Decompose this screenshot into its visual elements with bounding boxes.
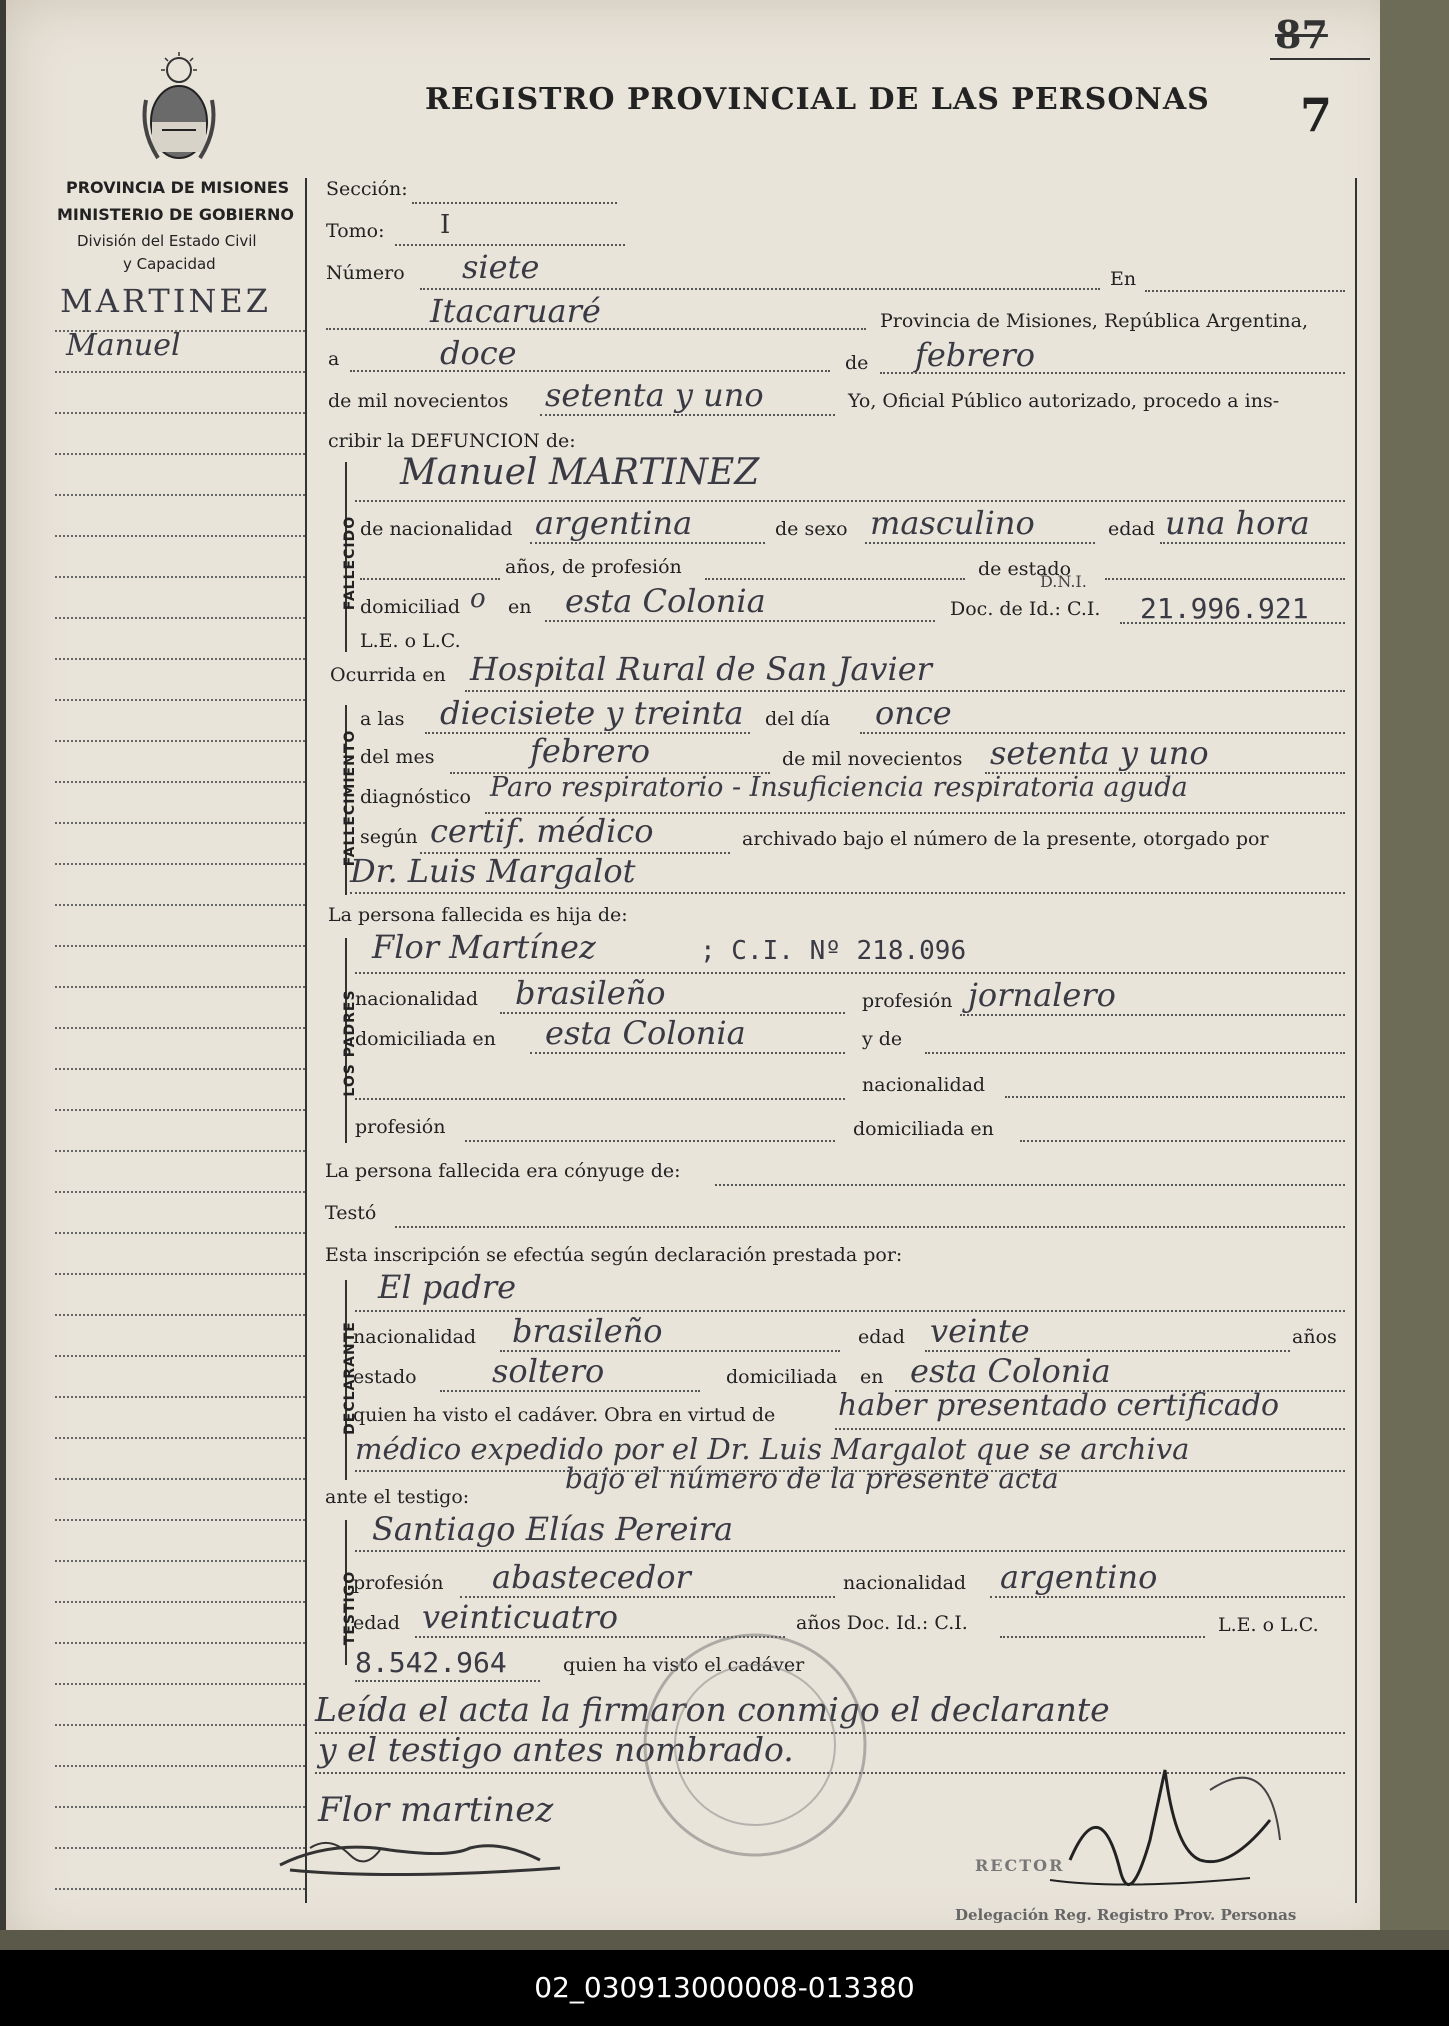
fallecimiento-section-label: FALLECIMIENTO	[342, 729, 358, 867]
intro-text: Yo, Oficial Público autorizado, procedo a ins-	[848, 390, 1280, 412]
sidebar-rule-line	[55, 1478, 305, 1480]
padre-domicilio-value: esta Colonia	[545, 1014, 746, 1052]
sidebar-rule-line	[55, 740, 305, 742]
y-de-label: y de	[862, 1028, 903, 1050]
sidebar-division: División del Estado Civil	[77, 232, 257, 250]
testigo-name-line	[355, 1550, 1345, 1552]
tomo-line	[395, 244, 625, 246]
le-label: L.E. o L.C.	[360, 630, 461, 652]
page-bottom-edge	[0, 1930, 1449, 1950]
madre-profesion-label: profesión	[355, 1116, 446, 1138]
madre-nacionalidad-label: nacionalidad	[862, 1074, 986, 1096]
fallecido-section-label: FALLECIDO	[342, 515, 358, 611]
doc-line	[1120, 622, 1345, 624]
padre-name: Flor Martínez	[372, 928, 596, 966]
declarante-anos-label: años	[1292, 1326, 1337, 1348]
stamp-top-text: RECTOR	[975, 1856, 1065, 1875]
edad-label: edad	[1108, 518, 1155, 540]
domicilio-suffix: o	[470, 584, 486, 614]
madre-profesion-line	[465, 1140, 835, 1142]
ocurrida-label: Ocurrida en	[330, 664, 446, 686]
padre-ci: ; C.I. Nº 218.096	[700, 936, 967, 966]
sidebar-rule-line	[55, 1519, 305, 1521]
declarante-edad-value: veinte	[930, 1312, 1030, 1350]
numero-value: siete	[462, 248, 540, 286]
month-line	[880, 372, 1345, 374]
padres-section-label: LOS PADRES	[342, 989, 358, 1097]
year-line	[540, 414, 835, 416]
domicilio-line	[545, 620, 935, 622]
intro-text-2: cribir la DEFUNCION de:	[328, 430, 576, 452]
testigo-doc-value: 8.542.964	[355, 1646, 507, 1679]
sidebar-rule-line	[55, 1683, 305, 1685]
tomo-value: I	[440, 210, 451, 240]
declarante-estado-label: estado	[353, 1366, 417, 1388]
footer-id: 02_030913000008-013380	[0, 1950, 1449, 2026]
nacionalidad-label: de nacionalidad	[360, 518, 513, 540]
declarante-edad-label: edad	[858, 1326, 905, 1348]
testigo-edad-label: edad	[353, 1612, 400, 1634]
nacionalidad-line	[530, 542, 765, 544]
ocurrida-line	[465, 690, 1345, 692]
ocurrida-value: Hospital Rural de San Javier	[470, 650, 932, 688]
sidebar-rule-line	[55, 1847, 305, 1849]
sidebar-rule-line	[55, 412, 305, 414]
padre-profesion-line	[960, 1014, 1345, 1016]
declarante-obra-1: haber presentado certificado	[838, 1388, 1280, 1423]
testigo-doc-line	[355, 1680, 540, 1682]
testigo-name: Santiago Elías Pereira	[372, 1510, 734, 1548]
domicilio-value: esta Colonia	[565, 582, 766, 620]
segun-label: según	[360, 826, 418, 848]
padre-domiciliada-label: domiciliada en	[355, 1028, 496, 1050]
sidebar-rule-line	[55, 1314, 305, 1316]
doc-value: 21.996.921	[1140, 592, 1309, 625]
anio-label: de mil novecientos	[782, 748, 963, 770]
declarante-estado-line	[440, 1390, 700, 1392]
sidebar-rule-line	[55, 1642, 305, 1644]
testigo-quien-text: quien ha visto el cadáver	[563, 1654, 805, 1676]
binder-edge	[1380, 0, 1449, 1950]
sidebar-rule-line	[55, 453, 305, 455]
archivado-text: archivado bajo el número de la presente, otorgado por	[742, 828, 1269, 850]
sidebar-rule-line	[55, 1027, 305, 1029]
day-line	[350, 370, 830, 372]
sidebar-province: PROVINCIA DE MISIONES	[66, 178, 290, 197]
place-value: Itacaruaré	[430, 292, 601, 330]
tomo-label: Tomo:	[326, 220, 385, 242]
diagnostico-label: diagnóstico	[360, 786, 471, 808]
declarante-domicilio-value: esta Colonia	[910, 1352, 1111, 1390]
sidebar-rule-line	[55, 781, 305, 783]
sidebar-ministry: MINISTERIO DE GOBIERNO	[57, 205, 294, 224]
profesion-line	[705, 578, 965, 580]
madre-line-2	[355, 1098, 845, 1100]
declarante-quien-text: quien ha visto el cadáver. Obra en virtud de	[353, 1404, 776, 1426]
testigo-nacionalidad-label: nacionalidad	[843, 1572, 967, 1594]
year-value: setenta y uno	[545, 376, 764, 414]
estado-label: de estado	[978, 558, 1072, 580]
struck-page-number: 87	[1275, 12, 1328, 57]
declarante-section-label: DECLARANTE	[342, 1321, 358, 1435]
padre-profesion-value: jornalero	[968, 976, 1116, 1014]
hora-value: diecisiete y treinta	[440, 694, 744, 732]
sidebar-rule-line	[55, 822, 305, 824]
declarante-obra-3: bajo el número de la presente acta	[565, 1462, 1059, 1495]
declaracion-text: Esta inscripción se efectúa según declaración prestada por:	[325, 1244, 903, 1266]
official-stamp	[630, 1620, 880, 1870]
en-line	[1145, 290, 1345, 292]
edad-value: una hora	[1165, 504, 1310, 542]
conyuge-label: La persona fallecida era cónyuge de:	[325, 1160, 681, 1182]
stamp-text: Delegación Reg. Registro Prov. Personas	[955, 1906, 1297, 1924]
numero-line	[420, 288, 1100, 290]
declarante-obra-2: médico expedido por el Dr. Luis Margalot que se archiva	[355, 1432, 1190, 1466]
anos-profesion-label: años, de profesión	[505, 556, 682, 578]
madre-name-line	[925, 1052, 1345, 1054]
testigo-nacionalidad-line	[990, 1596, 1345, 1598]
sidebar-rule-line	[55, 1437, 305, 1439]
ante-testigo-label: ante el testigo:	[325, 1486, 470, 1508]
sidebar-given-name: Manuel	[66, 328, 181, 363]
form-right-border	[1355, 178, 1357, 1903]
a-label: a	[328, 348, 340, 370]
sidebar-rule-line	[55, 1560, 305, 1562]
sidebar-rule-line	[55, 699, 305, 701]
otorgado-line	[350, 892, 1345, 894]
sidebar-rule-line	[55, 1355, 305, 1357]
conyuge-line	[715, 1184, 1345, 1186]
day-value: doce	[440, 334, 517, 372]
sidebar-rule-line	[55, 658, 305, 660]
place-line	[326, 328, 866, 330]
estado-line	[1105, 578, 1345, 580]
madre-domicilio-line	[1020, 1140, 1345, 1142]
sidebar-rule-line	[55, 1109, 305, 1111]
declarante-domiciliada-label: domiciliada	[726, 1366, 838, 1388]
sidebar-capacity: y Capacidad	[123, 255, 216, 273]
sidebar-rule-line	[55, 904, 305, 906]
dni-note: D.N.I.	[1040, 572, 1087, 591]
month-value: febrero	[915, 336, 1036, 374]
diagnostico-value: Paro respiratorio - Insuficiencia respiratoria aguda	[490, 772, 1188, 803]
sidebar-rule-line	[55, 1806, 305, 1808]
sidebar-rule-line	[55, 1888, 305, 1890]
sexo-label: de sexo	[775, 518, 848, 540]
year-prefix: de mil novecientos	[328, 390, 509, 412]
padre-domicilio-line	[530, 1052, 845, 1054]
anos-line	[360, 578, 500, 580]
edad-line	[1160, 542, 1345, 544]
testo-label: Testó	[325, 1202, 377, 1224]
sidebar-rule-line	[55, 863, 305, 865]
seccion-label: Sección:	[326, 178, 408, 200]
en-label: En	[1110, 268, 1137, 290]
declarante-name: El padre	[378, 1268, 517, 1306]
closing-line-1: Leída el acta la firmaron conmigo el declarante	[315, 1690, 1110, 1729]
a-las-label: a las	[360, 708, 405, 730]
sidebar-rule-line	[55, 1396, 305, 1398]
declarante-nacionalidad-value: brasileño	[512, 1312, 663, 1350]
domicilio-en-label: en	[508, 596, 532, 618]
sidebar-rule-line	[55, 1232, 305, 1234]
padres-intro: La persona fallecida es hija de:	[328, 904, 628, 926]
sidebar-rule-line	[55, 1273, 305, 1275]
sidebar-rule-line	[55, 617, 305, 619]
fallecido-name-line	[355, 500, 1345, 502]
padre-profesion-label: profesión	[862, 990, 953, 1012]
domicilio-label: domiciliad	[360, 596, 461, 618]
padre-nacionalidad-label: nacionalidad	[355, 988, 479, 1010]
dia-value: once	[875, 694, 952, 732]
sidebar-surname: MARTINEZ	[60, 282, 271, 320]
sidebar-rule-line	[55, 1191, 305, 1193]
fallecido-name: Manuel MARTINEZ	[400, 452, 760, 493]
testigo-edad-value: veinticuatro	[422, 1598, 618, 1636]
page-number: 7	[1300, 88, 1333, 142]
sidebar-rule-line	[55, 494, 305, 496]
sidebar-rule-line	[55, 576, 305, 578]
declarante-obra-line-1	[835, 1428, 1345, 1430]
sexo-value: masculino	[870, 504, 1035, 542]
corner-rule	[1270, 58, 1370, 60]
testigo-profesion-value: abastecedor	[492, 1558, 691, 1596]
sidebar-rule-line	[55, 1724, 305, 1726]
sidebar-rule-line	[55, 1601, 305, 1603]
otorgado-value: Dr. Luis Margalot	[350, 852, 636, 890]
declarante-nacionalidad-label: nacionalidad	[353, 1326, 477, 1348]
doc-label: Doc. de Id.: C.I.	[950, 598, 1101, 620]
numero-label: Número	[326, 262, 405, 284]
testigo-profesion-label: profesión	[353, 1572, 444, 1594]
sidebar-rule-line	[55, 330, 305, 332]
testigo-section-label: TESTIGO	[342, 1570, 358, 1646]
segun-value: certif. médico	[430, 812, 654, 850]
padre-line	[355, 972, 1345, 974]
declarante-name-line	[355, 1310, 1345, 1312]
testigo-nacionalidad-value: argentino	[1000, 1558, 1158, 1596]
sidebar-rule-line	[55, 371, 305, 373]
sidebar-rule-line	[55, 1765, 305, 1767]
sidebar-divider	[305, 178, 307, 1903]
padre-nacionalidad-value: brasileño	[515, 974, 666, 1012]
closing-line-2: y el testigo antes nombrado.	[318, 1730, 794, 1769]
coat-of-arms-icon	[138, 50, 220, 170]
mes-label: del mes	[360, 746, 435, 768]
mes-value: febrero	[530, 732, 651, 770]
madre-nacionalidad-line	[1005, 1096, 1345, 1098]
sidebar-rule-line	[55, 986, 305, 988]
madre-domiciliada-label: domiciliada en	[853, 1118, 994, 1140]
province-text: Provincia de Misiones, República Argentina,	[880, 310, 1309, 332]
page-title: REGISTRO PROVINCIAL DE LAS PERSONAS	[425, 82, 1210, 117]
sidebar-rule-line	[55, 945, 305, 947]
declarante-en-label: en	[860, 1366, 884, 1388]
nacionalidad-value: argentina	[535, 504, 693, 542]
testigo-le-label: L.E. o L.C.	[1218, 1614, 1319, 1636]
sidebar-rule-line	[55, 535, 305, 537]
anio-value: setenta y uno	[990, 734, 1209, 772]
testigo-ci-line	[1000, 1636, 1205, 1638]
testo-line	[395, 1226, 1345, 1228]
sexo-line	[865, 542, 1095, 544]
de-label: de	[845, 352, 869, 374]
signature-flor-martinez: Flor martinez	[318, 1790, 554, 1830]
testigo-anos-label: años Doc. Id.: C.I.	[796, 1612, 968, 1634]
seccion-line	[412, 202, 617, 204]
sidebar-rule-line	[55, 1150, 305, 1152]
declarante-estado-value: soltero	[492, 1352, 605, 1390]
sidebar-rule-line	[55, 1068, 305, 1070]
del-dia-label: del día	[765, 708, 831, 730]
